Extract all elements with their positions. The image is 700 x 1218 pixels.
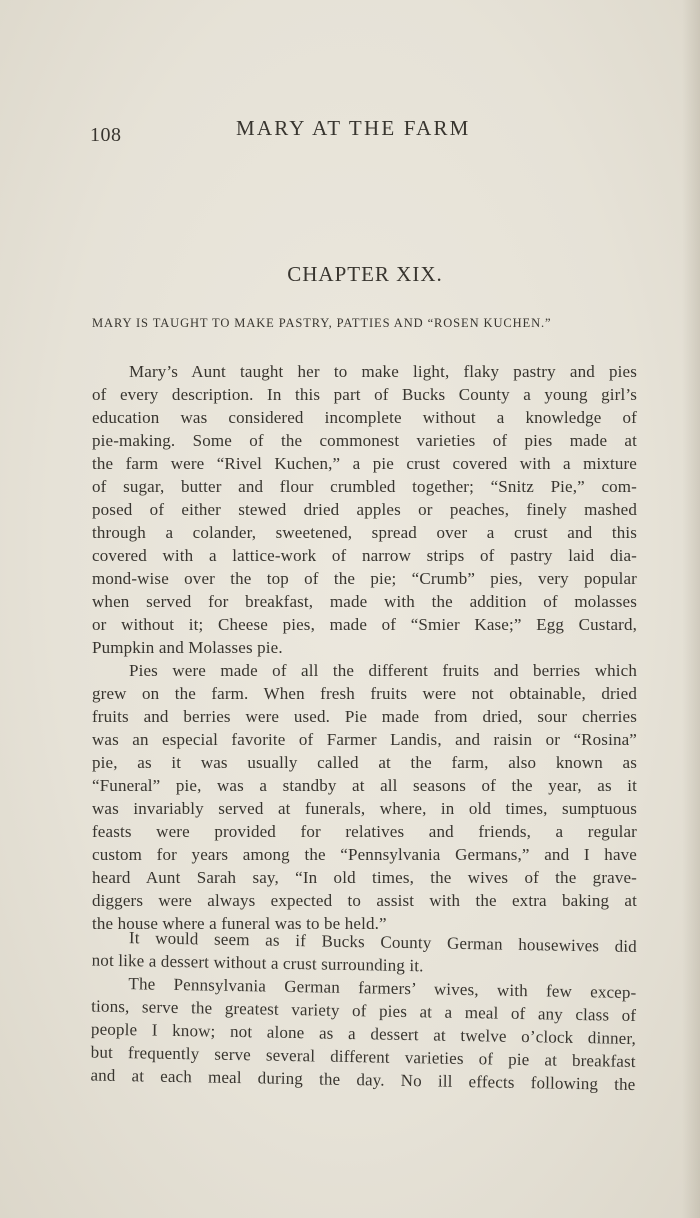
page-number: 108 [90, 124, 122, 146]
text-line: grew on the farm. When fresh fruits were not obtainable, dried [92, 684, 637, 703]
text-line: fruits and berries were used. Pie made from dried, sour cherries [92, 707, 637, 726]
text-line: tions, serve the greatest variety of pies at a meal of any class of [91, 996, 637, 1025]
text-line: people I know; not alone as a dessert at twelve o’clock dinner, [90, 1019, 637, 1048]
curved-text-block [90, 925, 637, 1096]
page-edge-shadow [682, 0, 700, 1218]
text-line: feasts were provided for relatives and friends, a regular [92, 822, 637, 841]
text-line: or without it; Cheese pies, made of “Smier Kase;” Egg Custard, [92, 615, 637, 634]
text-line: education was considered incomplete without a knowledge of [92, 408, 637, 427]
paragraph [90, 971, 636, 1096]
text-line: of sugar, butter and flour crumbled together; “Snitz Pie,” com- [92, 477, 637, 496]
text-line: the farm were “Rivel Kuchen,” a pie crust covered with a mixture [92, 454, 637, 473]
text-line: diggers were always expected to assist with the extra baking at [92, 891, 637, 910]
text-line: pie, as it was usually called at the farm, also known as [92, 753, 637, 772]
text-line: heard Aunt Sarah say, “In old times, the wives of the grave- [92, 868, 637, 887]
text-line: not like a dessert without a crust surrounding it. [91, 950, 424, 976]
chapter-subtitle: MARY IS TAUGHT TO MAKE PASTRY, PATTIES AND “ROSEN KUCHEN.” [92, 316, 552, 330]
text-line: mond-wise over the top of the pie; “Crumb” pies, very popular [92, 569, 637, 588]
text-line: and at each meal during the day. No ill effects following the [90, 1065, 636, 1094]
text-line: “Funeral” pie, was a standby at all seasons of the year, as it [92, 776, 637, 795]
text-line: covered with a lattice-work of narrow strips of pastry laid dia- [92, 546, 637, 565]
text-line: The Pennsylvania German farmers’ wives, with few excep- [128, 974, 637, 1002]
text-line: Mary’s Aunt taught her to make light, flaky pastry and pies [129, 362, 637, 381]
text-line: Pumpkin and Molasses pie. [92, 638, 283, 657]
text-line: was invariably served at funerals, where, in old times, sumptuous [92, 799, 637, 818]
text-line: was an especial favorite of Farmer Landis, and raisin or “Rosina” [92, 730, 637, 749]
text-line: through a colander, sweetened, spread over a crust and this [92, 523, 637, 542]
text-line: but frequently serve several different varieties of pie at breakfast [90, 1042, 636, 1071]
running-head [90, 116, 638, 146]
text-line: It would seem as if Bucks County German housewives did [128, 928, 637, 956]
text-line: the house where a funeral was to be held.” [92, 914, 387, 933]
chapter-heading: CHAPTER XIX. [287, 262, 443, 286]
text-line: custom for years among the “Pennsylvania Germans,” and I have [92, 845, 637, 864]
text-line: of every description. In this part of Bucks County a young girl’s [92, 385, 637, 404]
text-line: pie-making. Some of the commonest varieties of pies made at [92, 431, 637, 450]
text-line: when served for breakfast, made with the addition of molasses [92, 592, 637, 611]
paragraph [92, 659, 637, 935]
paragraph [92, 360, 637, 659]
text-line: posed of either stewed dried apples or peaches, finely mashed [92, 500, 637, 519]
book-title: MARY AT THE FARM [236, 116, 471, 140]
body-text [92, 360, 637, 1096]
text-line: Pies were made of all the different fruits and berries which [129, 661, 637, 680]
